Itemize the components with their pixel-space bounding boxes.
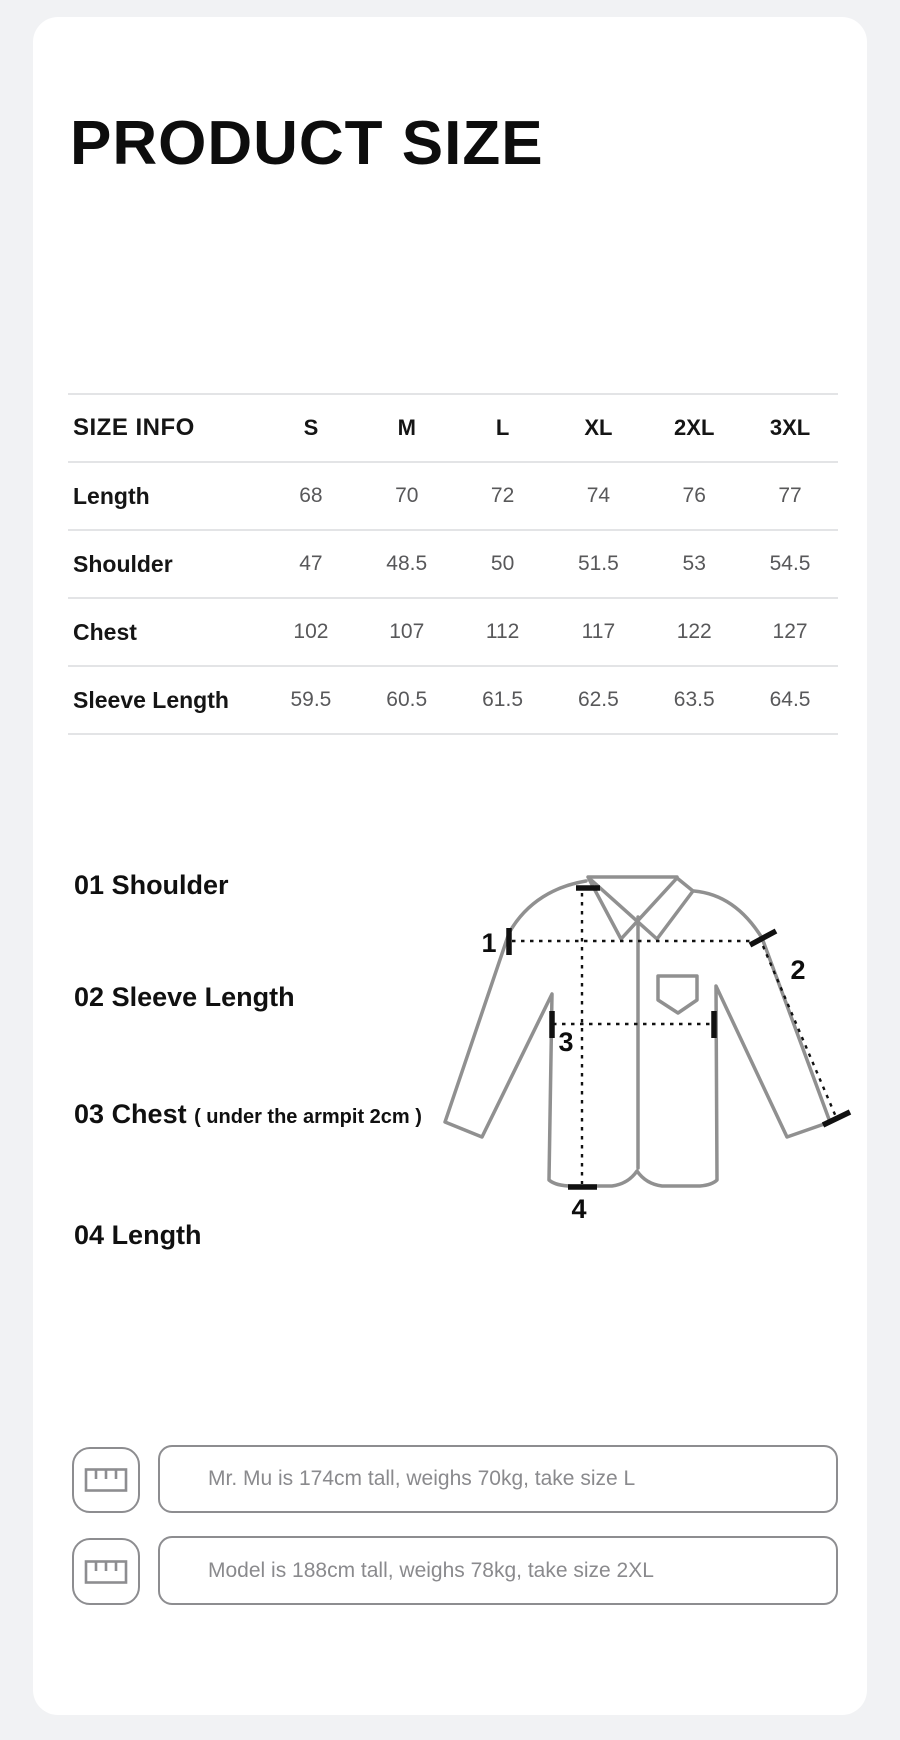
marker-2-sleeve: 2	[790, 955, 806, 985]
cell-value: 70	[395, 484, 419, 507]
size-col-3xl: 3XL	[769, 415, 811, 440]
cell-value: 60.5	[386, 688, 428, 711]
cell-value: 77	[778, 484, 802, 507]
cell-value: 68	[299, 484, 323, 507]
shirt-pocket	[658, 976, 697, 1013]
marker-4-length: 4	[571, 1194, 587, 1224]
page-title: PRODUCT SIZE	[70, 109, 544, 178]
size-col-m: M	[397, 415, 416, 440]
ruler-icon-box	[72, 1538, 140, 1605]
row-label: Sleeve Length	[73, 686, 229, 713]
table-row-sleeve-length	[68, 667, 838, 735]
cell-value: 54.5	[769, 552, 811, 575]
ruler-icon-box	[72, 1447, 140, 1513]
measure-label-chest	[74, 1096, 422, 1135]
measure-label-shoulder	[74, 867, 229, 903]
marker-3-chest: 3	[558, 1027, 574, 1057]
size-col-xl: XL	[584, 415, 613, 440]
measure-note: ( under the armpit 2cm )	[194, 1106, 422, 1128]
cell-value: 51.5	[577, 552, 619, 575]
cell-value: 48.5	[386, 552, 428, 575]
cell-value: 62.5	[577, 688, 619, 711]
cell-value: 72	[490, 484, 515, 507]
cell-value: 127	[772, 620, 808, 643]
cell-value: 53	[682, 552, 706, 575]
table-row-shoulder	[68, 531, 838, 599]
cell-value: 107	[389, 620, 425, 643]
measure-text: Shoulder	[111, 870, 229, 900]
cell-value: 47	[299, 552, 323, 575]
cell-value: 64.5	[769, 688, 811, 711]
cell-value: 63.5	[673, 688, 715, 711]
cell-value: 74	[586, 484, 611, 507]
size-col-s: S	[303, 415, 319, 440]
cell-value: 117	[581, 620, 616, 643]
measure-text: Chest	[111, 1099, 187, 1129]
fit-note-text: Mr. Mu is 174cm tall, weighs 70kg, take size L	[208, 1467, 636, 1490]
cell-value: 61.5	[482, 688, 523, 711]
size-col-l: L	[495, 415, 510, 440]
measure-label-length	[74, 1217, 202, 1253]
measure-text: Length	[111, 1220, 202, 1250]
measure-label-sleeve-length	[74, 979, 295, 1015]
measure-num: 04	[74, 1220, 105, 1250]
row-label: Length	[73, 482, 150, 509]
fit-note-mr-mu	[158, 1445, 838, 1513]
cell-value: 59.5	[290, 688, 332, 711]
fit-note-model	[158, 1536, 838, 1605]
measure-num: 02	[74, 982, 105, 1012]
measure-num: 03	[74, 1099, 105, 1129]
size-table-header-row	[68, 395, 838, 463]
shirt-measurement-diagram	[380, 855, 870, 1235]
cell-value: 50	[490, 552, 515, 575]
cell-value: 112	[485, 620, 520, 643]
ruler-icon	[84, 1467, 128, 1493]
fit-note-text: Model is 188cm tall, weighs 78kg, take size 2XL	[208, 1558, 654, 1582]
row-label: Shoulder	[73, 550, 173, 577]
row-label: Chest	[73, 618, 137, 645]
cell-value: 102	[293, 620, 329, 643]
size-col-2xl: 2XL	[674, 415, 715, 440]
measure-text: Sleeve Length	[111, 982, 295, 1012]
table-row-length	[68, 463, 838, 531]
marker-1-shoulder: 1	[481, 928, 497, 958]
cell-value: 122	[676, 620, 712, 643]
size-info-header: SIZE INFO	[73, 414, 195, 441]
measure-num: 01	[74, 870, 105, 900]
size-table	[68, 393, 838, 735]
cell-value: 76	[682, 484, 706, 507]
table-row-chest	[68, 599, 838, 667]
ruler-icon	[84, 1559, 128, 1585]
